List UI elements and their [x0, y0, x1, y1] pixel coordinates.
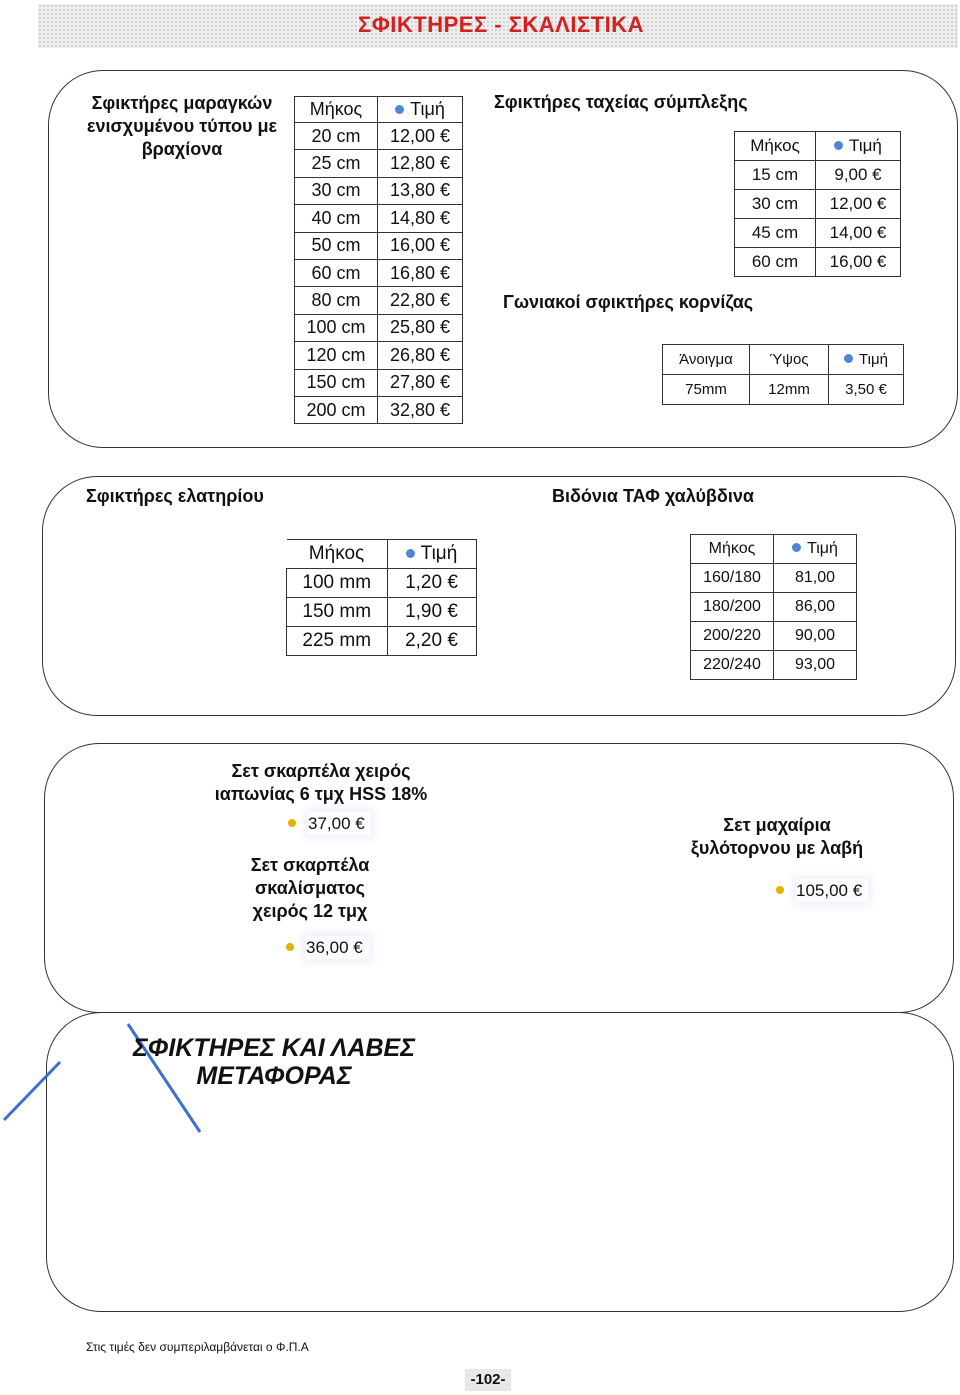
carving-chisel-set-price: 36,00 €	[286, 938, 369, 958]
table-header-length: Μήκος	[287, 540, 388, 569]
table-cell: 100 cm	[295, 314, 378, 341]
table-header-height: Ύψος	[750, 345, 829, 375]
taf-screws-title: Βιδόνια ΤΑΦ χαλύβδινα	[552, 486, 754, 506]
table-cell: 150 mm	[287, 598, 388, 627]
table-cell: 25,80 €	[378, 314, 463, 341]
table-cell: 1,90 €	[387, 598, 476, 627]
bullet-dot-icon	[776, 886, 784, 894]
bullet-dot-icon	[834, 141, 843, 150]
page-title: ΣΦΙΚΤΗΡΕΣ - ΣΚΑΛΙΣΤΙΚΑ	[358, 12, 644, 37]
table-cell: 93,00	[774, 651, 857, 680]
table-cell: 14,80 €	[378, 205, 463, 232]
table-cell: 40 cm	[295, 205, 378, 232]
table-cell: 22,80 €	[378, 287, 463, 314]
quick-clamps-title: Σφικτήρες ταχείας σύμπλεξης	[494, 92, 748, 112]
japanese-chisel-set-price: 37,00 €	[288, 814, 371, 834]
table-cell: 27,80 €	[378, 369, 463, 396]
transport-clamps-title: ΣΦΙΚΤΗΡΕΣ ΚΑΙ ΛΑΒΕΣ ΜΕΤΑΦΟΡΑΣ	[133, 1034, 415, 1090]
table-cell: 90,00	[774, 622, 857, 651]
table-cell: 26,80 €	[378, 342, 463, 369]
table-cell: 200/220	[691, 622, 774, 651]
table-cell: 14,00 €	[816, 219, 901, 248]
table-cell: 13,80 €	[378, 177, 463, 204]
lathe-knives-set-title: Σετ μαχαίρια ξυλότορνου με λαβή	[690, 815, 864, 858]
table-cell: 20 cm	[295, 123, 378, 150]
table-cell: 100 mm	[287, 569, 388, 598]
table-cell: 1,20 €	[387, 569, 476, 598]
table-cell: 75mm	[663, 375, 750, 405]
table-cell: 2,20 €	[387, 627, 476, 656]
table-cell: 220/240	[691, 651, 774, 680]
table-cell: 9,00 €	[816, 161, 901, 190]
table-cell: 200 cm	[295, 396, 378, 423]
table-cell: 30 cm	[295, 177, 378, 204]
table-cell: 16,00 €	[816, 248, 901, 277]
table-header-length: Μήκος	[691, 535, 774, 564]
table-cell: 50 cm	[295, 232, 378, 259]
table-cell: 160/180	[691, 564, 774, 593]
table-header-price: Τιμή	[387, 540, 476, 569]
spring-clamps-title: Σφικτήρες ελατηρίου	[86, 486, 264, 506]
spring-clamps-table	[286, 539, 477, 656]
table-header-price: Τιμή	[816, 132, 901, 161]
table-header-price: Τιμή	[829, 345, 904, 375]
quick-clamps-table	[734, 131, 901, 277]
table-header-opening: Άνοιγμα	[663, 345, 750, 375]
table-cell: 30 cm	[735, 190, 816, 219]
panel-chisels	[44, 743, 954, 1013]
table-cell: 180/200	[691, 593, 774, 622]
table-header-length: Μήκος	[295, 97, 378, 123]
vat-note: Στις τιμές δεν συμπεριλαμβάνεται ο Φ.Π.Α	[86, 1340, 309, 1354]
carpenter-clamps-title: Σφικτήρες μαραγκών ενισχυμένου τύπου με βραχίονα	[86, 93, 278, 159]
table-cell: 150 cm	[295, 369, 378, 396]
table-cell: 12mm	[750, 375, 829, 405]
bullet-dot-icon	[288, 819, 296, 827]
table-cell: 80 cm	[295, 287, 378, 314]
table-cell: 12,00 €	[816, 190, 901, 219]
table-cell: 16,80 €	[378, 259, 463, 286]
carving-chisel-set-title: Σετ σκαρπέλα σκαλίσματος χειρός 12 τμχ	[250, 855, 370, 921]
page-number: -102-	[465, 1369, 511, 1391]
table-header-price: Τιμή	[774, 535, 857, 564]
table-cell: 15 cm	[735, 161, 816, 190]
carpenter-clamps-table	[294, 96, 463, 424]
table-header-price: Τιμή	[378, 97, 463, 123]
table-cell: 25 cm	[295, 150, 378, 177]
bullet-dot-icon	[286, 943, 294, 951]
taf-screws-table	[690, 534, 857, 680]
table-cell: 16,00 €	[378, 232, 463, 259]
table-cell: 120 cm	[295, 342, 378, 369]
table-cell: 81,00	[774, 564, 857, 593]
corner-clamps-title: Γωνιακοί σφικτήρες κορνίζας	[503, 292, 754, 312]
bullet-dot-icon	[406, 549, 415, 558]
table-cell: 3,50 €	[829, 375, 904, 405]
table-cell: 32,80 €	[378, 396, 463, 423]
corner-clamps-table	[662, 344, 904, 405]
table-cell: 12,00 €	[378, 123, 463, 150]
table-cell: 225 mm	[287, 627, 388, 656]
table-cell: 60 cm	[295, 259, 378, 286]
bullet-dot-icon	[792, 543, 801, 552]
table-header-length: Μήκος	[735, 132, 816, 161]
table-cell: 60 cm	[735, 248, 816, 277]
bullet-dot-icon	[395, 105, 404, 114]
bullet-dot-icon	[844, 354, 853, 363]
japanese-chisel-set-title: Σετ σκαρπέλα χειρός ιαπωνίας 6 τμχ HSS 18%	[214, 761, 428, 804]
table-cell: 12,80 €	[378, 150, 463, 177]
table-cell: 86,00	[774, 593, 857, 622]
lathe-knives-set-price: 105,00 €	[776, 881, 868, 901]
table-cell: 45 cm	[735, 219, 816, 248]
